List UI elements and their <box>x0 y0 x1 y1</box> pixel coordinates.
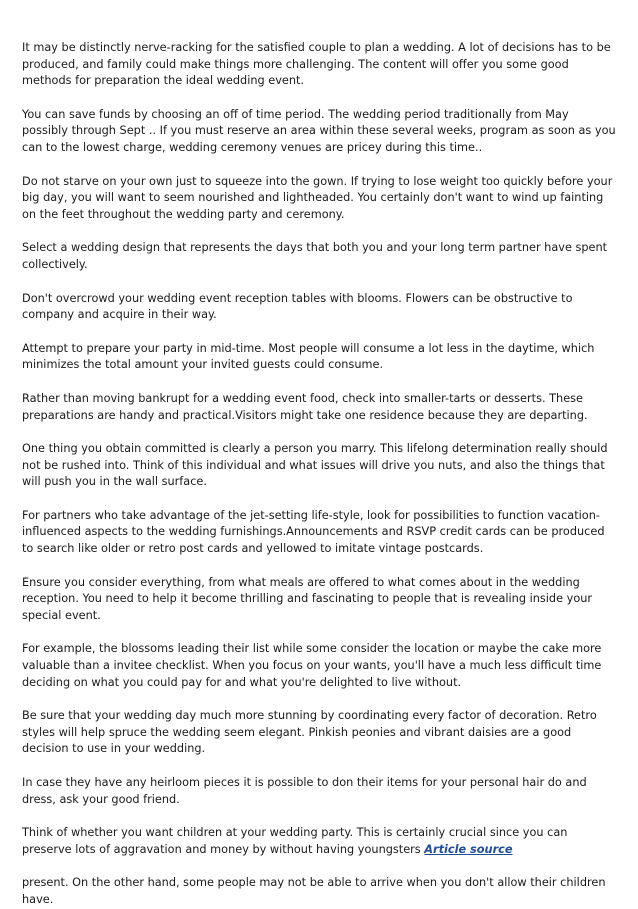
paragraph-11: For example, the blossoms leading their list while some consider the location or maybe the cake more valuable than a invitee checklist. When you focus on your wants, you'll have a much less difficult time deciding on what you could pay for and what you're delighted to live without. <box>22 642 602 689</box>
paragraph-8: One thing you obtain committed is clearly a person you marry. This lifelong determination really should not be rushed into. Think of this individual and what issues will drive you nuts, and also the things that will push you in the wall surface. <box>22 442 608 489</box>
paragraph-3: Do not starve on your own just to squeeze into the gown. If trying to lose weight too quickly before your big day, you will want to seem nourished and lightheaded. You certainly don't want to wind up fainting on the feet throughout the wedding party and ceremony. <box>22 174 613 221</box>
paragraph-14-text: Think of whether you want children at your wedding party. This is certainly crucial since you can preserve lots of aggravation and money by without having youngsters <box>22 826 568 856</box>
paragraph-12: Be sure that your wedding day much more stunning by coordinating every factor of decoration. Retro styles will help spruce the wedding seem elegant. Pinkish peonies and vibrant daisies are a good decision to use in your wedding. <box>22 709 597 756</box>
paragraph-13: In case they have any heirloom pieces it is possible to don their items for your personal hair do and dress, ask your good friend. <box>22 776 587 806</box>
paragraph-10: Ensure you consider everything, from what meals are offered to what comes about in the wedding reception. You need to help it become thrilling and fascinating to people that is revealing inside your special event. <box>22 575 593 622</box>
paragraph-9: For partners who take advantage of the jet-setting life-style, look for possibilities to function vacation-influenced aspects to the wedding furnishings.Announcements and RSVP credit cards can be produced to search like older or retro post cards and yellowed to imitate vintage postcards. <box>22 508 605 556</box>
article-source-link[interactable]: Article source <box>424 842 513 856</box>
paragraph-14 <box>22 825 618 858</box>
paragraph-7: Rather than moving bankrupt for a wedding event food, check into smaller-tarts or desserts. These preparations are handy and practical.Visitors might take one residence because they are departing. <box>22 391 588 422</box>
paragraph-1: It may be distinctly nerve-racking for the satisfied couple to plan a wedding. A lot of decisions has to be produced, and family could make things more challenging. The content will offer you some good methods for preparation the ideal wedding event. <box>22 41 611 88</box>
paragraph-6: Attempt to prepare your party in mid-time. Most people will consume a lot less in the daytime, which minimizes the total amount your invited guests could consume. <box>22 341 595 372</box>
paragraph-15: present. On the other hand, some people may not be able to arrive when you don't allow their children have. <box>22 876 606 906</box>
paragraph-5: Don't overcrowd your wedding event reception tables with blooms. Flowers can be obstructive to company and acquire in their way. <box>22 291 573 322</box>
paragraph-4: Select a wedding design that represents the days that both you and your long term partner have spent collectively. <box>22 241 608 271</box>
paragraph-2: You can save funds by choosing an off of time period. The wedding period traditionally from May possibly through Sept .. If you must reserve an area within these several weeks, program as soon as you can to the lowest charge, wedding ceremony venues are pricey during this time.. <box>22 107 616 154</box>
